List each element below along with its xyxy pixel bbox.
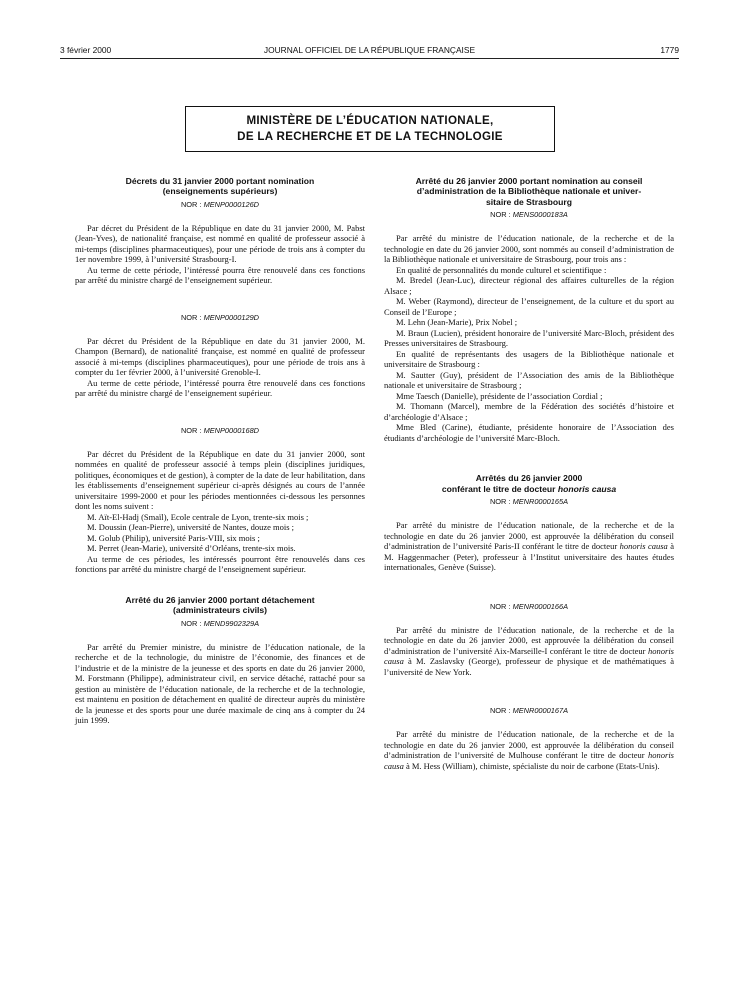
italic-run: honoris causa [619,541,668,552]
section-subtitle: (administrateurs civils) [172,605,268,616]
nor-code: MENR0000167A [512,706,569,716]
nor-label: NOR : [489,601,513,611]
paragraph: Au terme de cette période, l’intéressé pourra être renouvelé dans ces fonctions par arrêté du ministre chargé de l’enseignement supérieur. [75,264,365,286]
running-header [60,45,679,59]
nor-label: NOR : [180,425,204,435]
nor-reference [75,313,365,322]
list-item: M. Golub (Philip), université Paris-VIII, six mois ; [87,532,260,543]
list-item: M. Sautter (Guy), président de l’Association des amis de la Bibliothèque nationale et universitaire de Strasbourg ; [384,369,674,391]
list-item: M. Perret (Jean-Marie), université d’Orléans, trente-six mois. [87,543,296,554]
paragraph: Par décret du Président de la République en date du 31 janvier 2000, sont nommées en qualité de professeur associé à temps plein (disciplines juridiques, politiques, économiques et de gestion), à compter de la date de leur habilitation, dans les établissements d’enseignement supérieur ci-après désignés au cours de l’année universitaire 1999-2000 et pour les périodes mentionnées ci-dessous les personnes dont les noms suivent : [75,448,365,512]
nor-reference [384,706,674,715]
text-run: Par arrêté du ministre de l’éducation nationale, de la recherche et de la technologie en date du 26 janvier 2000, est approuvée la délibération du conseil d’administration de l’université Paris-II conférant le titre de docteur [384,520,674,552]
nor-reference [384,602,674,611]
nor-code: MENR0000166A [512,601,569,611]
section-title: Arrêté du 26 janvier 2000 portant nomination au conseil [415,176,643,186]
paragraph: Au terme de ces périodes, les intéressés pourront être renouvelés dans ces fonctions par arrêté du ministre chargé de l’enseignement supérieur. [75,553,365,575]
subtitle-italic: honoris causa [557,483,617,494]
header-rule [60,58,679,59]
list-item: M. Bredel (Jean-Luc), directeur régional des affaires culturelles de la région Alsace ; [384,275,674,296]
nor-code: MENP0000168D [203,425,260,435]
paragraph: Par arrêté du Premier ministre, du ministre de l’éducation nationale, de la recherche et de la technologie, du ministre de l’économie, des finances et de l’industrie et de la ministre de la jeunesse et des sports en date du 26 janvier 2000, M. Forstmann (Philippe), administrateur civil, en service détaché, rattaché pour sa gestion au ministère de l’éducation nationale, de la recherche et de la technologie, est maintenu en position de détachement en qualité de directeur auprès du ministère de la jeunesse et des sports pour une durée maximale de cinq ans à compter du 24 juin 1999. [75,641,365,726]
paragraph: En qualité de représentants des usagers de la Bibliothèque nationale et universitaire de Strasbourg : [384,348,674,370]
paragraph [384,729,674,771]
list-item: M. Aït-El-Hadj (Smaïl), Ecole centrale de Lyon, trente-six mois ; [87,511,309,522]
nor-label: NOR : [490,210,513,220]
page-number: 1779 [660,45,679,55]
list-item: M. Weber (Raymond), directeur de l’enseignement, de la culture et du sport au Conseil de l’Europe ; [384,296,674,317]
nor-reference [75,426,365,435]
nor-label: NOR : [489,497,513,507]
nor-code: MENR0000165A [512,497,569,507]
section-title-line-2: d’administration de la Bibliothèque nationale et univer- [416,186,642,197]
section-decret-champon [75,313,365,399]
list-item: Mme Bled (Carine), étudiante, présidente honoraire de l’Association des étudiants d’archéologie de l’université Marc-Bloch. [384,422,674,443]
section-arretes-honoris-causa [384,473,674,572]
nor-code: MENP0000126D [203,199,260,209]
paragraph [384,520,674,573]
section-subtitle: (enseignements supérieurs) [162,186,278,197]
italic-run: honoris causa [384,750,674,771]
nor-code: MEND9902329A [203,618,260,628]
header-date: 3 février 2000 [60,45,112,55]
left-column [75,176,365,726]
text-run: à M. Zaslavsky (George), professeur de physique et de mathématiques à l’université de New York. [384,656,674,677]
subtitle-text: conférant le titre de docteur [441,483,558,494]
section-title-line-3: sitaire de Strasbourg [486,196,572,207]
paragraph: Par décret du Président de la République en date du 31 janvier 2000, M. Champon (Bernard), de nationalité française, est nommé en qualité de professeur associé à mi-temps (disciplines pharmaceutiques), pour une période de trois ans à compter du 1er février 2000, à l’université Grenoble-I. [75,335,365,378]
section-title: Arrêtés du 26 janvier 2000 [475,473,583,484]
nor-label: NOR : [180,618,204,628]
ministry-line-1: MINISTÈRE DE L’ÉDUCATION NATIONALE, [246,114,494,127]
section-arrete-detachement [75,595,365,726]
section-subtitle [384,484,674,494]
text-run: Par arrêté du ministre de l’éducation nationale, de la recherche et de la technologie en date du 26 janvier 2000, est approuvée la délibération du conseil d’administration de l’université de Mulhouse conférant le titre de docteur [384,729,674,761]
list-item: Mme Taesch (Danielle), présidente de l’association Cordial ; [396,390,603,401]
paragraph: En qualité de personnalités du monde culturel et scientifique : [396,264,607,275]
paragraph: Par arrêté du ministre de l’éducation nationale, de la recherche et de la technologie en date du 26 janvier 2000, sont nommés au conseil d’administration de la Bibliothèque nationale et universitaire de Strasbourg, pour trois ans : [384,233,674,265]
nor-code: MENP0000129D [203,312,260,322]
section-title: Arrêté du 26 janvier 2000 portant détachement [125,594,315,605]
nor-reference [384,497,674,506]
section-decret-temps-plein [75,426,365,575]
paragraph [384,625,674,678]
italic-run: honoris causa [384,645,674,667]
list-item: M. Lehn (Jean-Marie), Prix Nobel ; [396,317,518,328]
paragraph: Au terme de cette période, l’intéressé pourra être renouvelé dans ces fonctions par arrêté du ministre chargé de l’enseignement supérieur. [75,377,365,399]
nor-label: NOR : [180,312,204,322]
text-run: Par arrêté du ministre de l’éducation nationale, de la recherche et de la technologie en date du 26 janvier 2000, est approuvée la délibération du conseil d’administration de l’université Aix-Marseille-I conférant le titre de docteur [384,624,674,656]
section-arrete-hess [384,706,674,771]
nor-code: MENS0000183A [512,210,568,220]
paragraph: Par décret du Président de la République en date du 31 janvier 2000, M. Pabst (Jean-Yves), de nationalité française, est nommé en qualité de professeur associé à mi-temps (disciplines pharmaceutiques), pour une période de trois ans à compter du 1er novembre 1999, à l’université Strasbourg-I. [75,222,365,265]
right-column [384,176,674,771]
ministry-box [185,106,555,152]
list-item: M. Doussin (Jean-Pierre), université de Nantes, douze mois ; [87,522,295,533]
nor-label: NOR : [180,199,204,209]
section-title: Décrets du 31 janvier 2000 portant nomination [125,176,315,186]
journal-title: JOURNAL OFFICIEL DE LA RÉPUBLIQUE FRANÇAISE [263,45,476,55]
section-arrete-bnu-strasbourg [384,176,674,443]
text-run: à M. Hess (William), chimiste, spécialiste du noir de carbone (Etats-Unis). [403,760,660,771]
nor-label: NOR : [489,706,513,716]
section-decrets-nomination [75,176,365,286]
ministry-line-2: DE LA RECHERCHE ET DE LA TECHNOLOGIE [237,129,503,143]
nor-reference [75,619,365,628]
list-item: M. Thomann (Marcel), membre de la Fédération des sociétés d’histoire et d’archéologie d’Alsace ; [384,401,674,422]
nor-reference [75,200,365,209]
section-arrete-zaslavsky [384,602,674,678]
list-item: M. Braun (Lucien), président honoraire de l’université Marc-Bloch, président des Presses universitaires de Strasbourg. [384,327,674,349]
text-run: à M. Haggenmacher (Peter), professeur à l’Institut universitaire des hautes études internationales, Genève (Suisse). [384,541,675,573]
nor-reference [384,210,674,219]
